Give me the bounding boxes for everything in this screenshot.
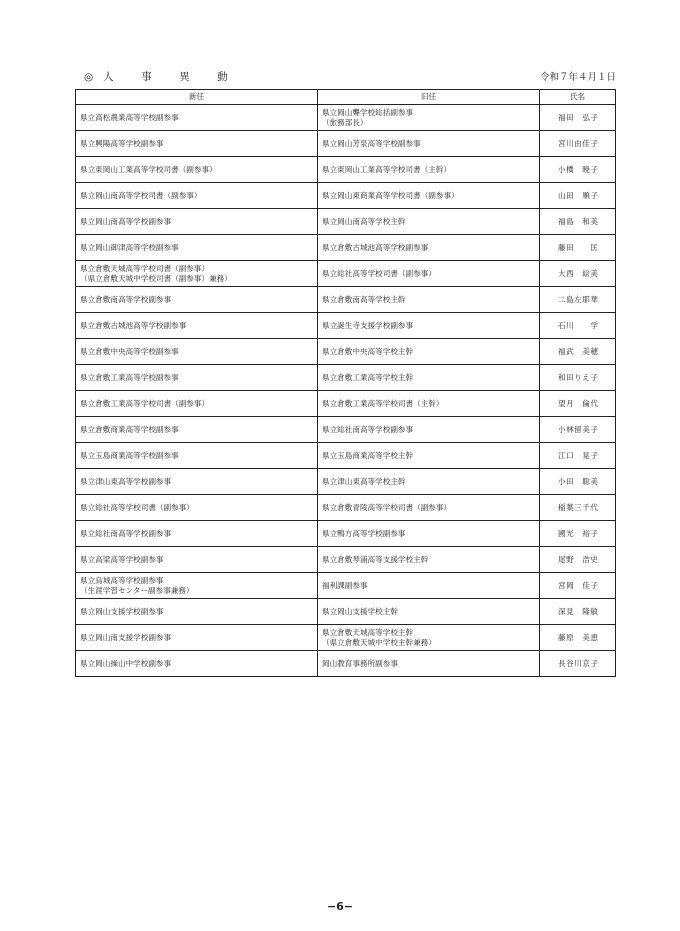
name-cell: 稲葉三千代 [540,495,616,521]
old-post-cell-line: 県立倉敷中央高等学校主幹 [322,346,414,356]
new-post-cell-line: 県立倉敷古城池高等学校副参事 [80,320,187,330]
name-cell: 石川 学 [540,313,616,339]
name-cell: 深見 隆敏 [540,599,616,625]
new-post-cell [76,625,318,651]
old-post-cell [318,547,540,573]
new-post-cell [76,261,318,287]
old-post-cell-line: 県立岡山東商業高等学校司書（副参事） [322,190,459,200]
new-post-cell [76,521,318,547]
old-post-cell-line: 県立倉敷南高等学校主幹 [322,294,406,304]
title-char: 異 [179,71,190,83]
table-row [76,261,616,287]
old-post-cell [318,261,540,287]
new-post-cell [76,235,318,261]
new-post-cell [76,469,318,495]
table-row [76,625,616,651]
old-post-cell-line: 県立岡山芳泉高等学校副参事 [322,138,421,148]
old-post-cell-line: 県立岡山聾学校総括副参事 [322,107,414,117]
new-post-cell [76,131,318,157]
new-post-cell-line: （県立倉敷天城中学校司書（副参事）兼務） [80,273,232,283]
new-post-cell [76,339,318,365]
old-post-cell-line: 県立総社南高等学校副参事 [322,424,414,434]
old-post-cell-line: 県立倉敷天城高等学校主幹 [322,627,414,637]
old-post-cell-line: 県立倉敷古城池高等学校副参事 [322,242,429,252]
old-post-cell [318,651,540,677]
name-cell: 小林留美子 [540,417,616,443]
table-row [76,209,616,235]
table-row [76,131,616,157]
old-post-cell [318,573,540,599]
old-post-cell-line: 県立津山東高等学校主幹 [322,476,406,486]
name-cell: 小田 聡美 [540,469,616,495]
old-post-cell [318,417,540,443]
old-post-cell [318,131,540,157]
name-cell: 江口 晃子 [540,443,616,469]
new-post-cell-line: 県立倉敷天城高等学校司書（副参事） [80,263,210,273]
table-row [76,313,616,339]
table-row [76,521,616,547]
old-post-cell [318,469,540,495]
old-post-cell-line: 県立倉敷工業高等学校司書（主幹） [322,398,444,408]
name-cell: 福田 弘子 [540,105,616,131]
new-post-cell [76,157,318,183]
table-row [76,105,616,131]
name-cell: 大西 絵美 [540,261,616,287]
table-row [76,547,616,573]
new-post-cell-line: 県立岡山南高等学校副参事 [80,216,172,226]
old-post-cell-line: 福利課副参事 [322,580,368,590]
name-cell: 藤原 美恵 [540,625,616,651]
new-post-cell-line: 県立岡山南高等学校司書（副参事） [80,190,202,200]
new-post-cell [76,651,318,677]
header-name: 氏名 [540,90,616,105]
old-post-cell-line: 県立倉敷工業高等学校主幹 [322,372,414,382]
new-post-cell-line: 県立岡山支援学校副参事 [80,606,164,616]
old-post-cell-line: 県立東岡山工業高等学校司書（主幹） [322,164,452,174]
old-post-cell [318,287,540,313]
new-post-cell-line: 県立岡山南支援学校副参事 [80,632,172,642]
document-header [0,69,680,85]
old-post-cell-line: 県立鴨方高等学校副参事 [322,528,406,538]
new-post-cell-line: 県立東岡山工業高等学校司書（副参事） [80,164,217,174]
bullet-mark: ◎ [84,71,94,83]
old-post-cell [318,313,540,339]
table-row [76,573,616,599]
name-cell: 國光 裕子 [540,521,616,547]
header-old-post: 旧任 [318,90,540,105]
table-row [76,365,616,391]
old-post-cell-line: 県立誕生寺支援学校副参事 [322,320,414,330]
table-row [76,287,616,313]
name-cell: 山田 順子 [540,183,616,209]
old-post-cell [318,521,540,547]
old-post-cell [318,495,540,521]
name-cell: 宮岡 佳子 [540,573,616,599]
new-post-cell-line: 県立烏城高等学校副参事 [80,575,164,585]
new-post-cell [76,573,318,599]
name-cell: 福武 美穂 [540,339,616,365]
new-post-cell-line: 県立高松農業高等学校副参事 [80,112,179,122]
new-post-cell-line: 県立岡山御津高等学校副参事 [80,242,179,252]
new-post-cell [76,417,318,443]
new-post-cell-line: 県立高梁高等学校副参事 [80,554,164,564]
old-post-cell [318,443,540,469]
new-post-cell [76,105,318,131]
old-post-cell-line: 県立岡山南高等学校主幹 [322,216,406,226]
section-title [84,69,255,84]
name-cell: 和田りえ子 [540,365,616,391]
new-post-cell-line: 県立津山東高等学校副参事 [80,476,172,486]
table-row [76,469,616,495]
new-post-cell-line: 県立倉敷工業高等学校司書（副参事） [80,398,210,408]
new-post-cell [76,313,318,339]
old-post-cell-line: 県立玉島商業高等学校主幹 [322,450,414,460]
name-cell: 宮川由佳子 [540,131,616,157]
new-post-cell-line: 県立玉島商業高等学校副参事 [80,450,179,460]
new-post-cell [76,495,318,521]
old-post-cell [318,235,540,261]
table-row [76,651,616,677]
new-post-cell [76,365,318,391]
new-post-cell [76,547,318,573]
table-row [76,183,616,209]
old-post-cell [318,209,540,235]
header-new-post: 新任 [76,90,318,105]
old-post-cell-line: 県立岡山支援学校主幹 [322,606,398,616]
old-post-cell-line: 岡山教育事務所副参事 [322,658,398,668]
new-post-cell [76,599,318,625]
page-number: −6− [326,900,354,913]
title-char: 人 [103,71,114,83]
new-post-cell [76,443,318,469]
name-cell: 望月 倫代 [540,391,616,417]
old-post-cell [318,625,540,651]
old-post-cell-line: （県立倉敷天城中学校主幹兼務） [322,637,436,647]
title-char: 動 [217,71,228,83]
table-row [76,599,616,625]
old-post-cell-line: 県立倉敷青陵高等学校司書（副参事） [322,502,452,512]
name-cell: 二島左耶華 [540,287,616,313]
new-post-cell-line: 県立総社南高等学校副参事 [80,528,172,538]
old-post-cell [318,157,540,183]
old-post-cell [318,183,540,209]
name-cell: 長谷川京子 [540,651,616,677]
old-post-cell-line: 県立総社高等学校司書（副参事） [322,268,436,278]
new-post-cell [76,287,318,313]
title-char: 事 [141,71,152,83]
new-post-cell [76,209,318,235]
old-post-cell [318,105,540,131]
table-row [76,417,616,443]
old-post-cell-line: （旅務部長） [322,117,368,127]
name-cell: 尾野 浩史 [540,547,616,573]
name-cell: 小橋 暁子 [540,157,616,183]
old-post-cell [318,599,540,625]
new-post-cell-line: 県立倉敷南高等学校副参事 [80,294,172,304]
old-post-cell [318,391,540,417]
new-post-cell-line: 県立倉敷商業高等学校副参事 [80,424,179,434]
new-post-cell [76,391,318,417]
personnel-table [75,89,616,677]
old-post-cell [318,365,540,391]
table-header-row [76,90,616,105]
name-cell: 福島 和美 [540,209,616,235]
table-row [76,339,616,365]
table-row [76,157,616,183]
new-post-cell-line: 県立倉敷工業高等学校副参事 [80,372,179,382]
new-post-cell-line: （生涯学習センター副参事兼務） [80,585,194,595]
new-post-cell-line: 県立倉敷中央高等学校副参事 [80,346,179,356]
old-post-cell-line: 県立倉敷琴浦高等支援学校主幹 [322,554,429,564]
effective-date: 令和７年４月１日 [540,72,617,83]
table-row [76,235,616,261]
table-row [76,391,616,417]
old-post-cell [318,339,540,365]
new-post-cell-line: 県立興陽高等学校副参事 [80,138,164,148]
new-post-cell-line: 県立総社高等学校司書（副参事） [80,502,194,512]
table-row [76,495,616,521]
table-row [76,443,616,469]
new-post-cell [76,183,318,209]
table-body [76,105,616,677]
name-cell: 藤田 匡 [540,235,616,261]
new-post-cell-line: 県立岡山操山中学校副参事 [80,658,172,668]
